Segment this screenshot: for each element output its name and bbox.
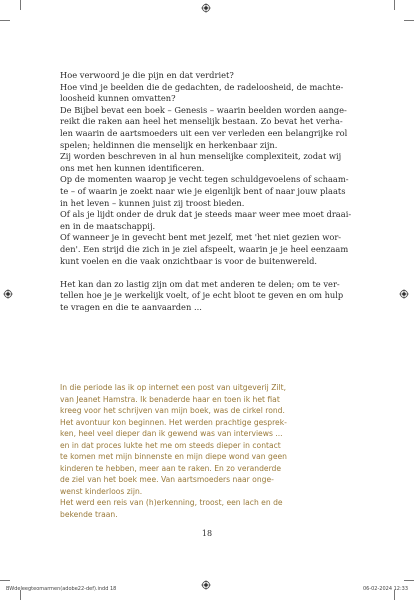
registration-mark-icon — [201, 3, 211, 13]
page-number: 18 — [201, 529, 213, 538]
quote-line: bekende traan. — [60, 509, 118, 519]
text-line: Zij worden beschreven in al hun menselijke complexiteit, zodat wij — [60, 151, 342, 162]
quote-line: Het werd een reis van (h)erkenning, troost, een lach en de — [60, 498, 283, 507]
text-line: ons met hen kunnen identificeren. — [60, 162, 205, 173]
text-line: Hoe vind je beelden die de gedachten, de radeloosheid, de machte- — [60, 81, 344, 92]
text-line: spelen; heldinnen die menselijk en herkenbaar zijn. — [60, 139, 278, 150]
registration-mark-icon — [399, 289, 409, 299]
registration-mark-icon — [201, 580, 211, 590]
quote-line: wenst kinderloos zijn. — [60, 486, 143, 496]
text-line: in het leven – kunnen juist zij troost bieden. — [60, 197, 245, 208]
text-line: Of als je lijdt onder de druk dat je steeds maar weer mee moet draai- — [60, 209, 352, 220]
crop-mark — [0, 580, 10, 581]
text-line: loosheid kunnen omvatten? — [60, 93, 176, 104]
text-line: den'. Een strijd die zich in je ziel afspeelt, waarin je je heel eenzaam — [60, 243, 349, 254]
quote-line: en in dat proces lukte het me om steeds dieper in contact — [60, 440, 281, 450]
crop-mark — [404, 580, 414, 581]
registration-mark-icon — [3, 289, 13, 299]
quote-line: de ziel van het boek mee. Van aartsmoeders naar onge- — [60, 475, 274, 484]
crop-mark — [0, 20, 10, 21]
text-line: reikt die raken aan heel het menselijk bestaan. Zo bevat het verha- — [60, 116, 343, 127]
quote-line: te komen met mijn binnenste en mijn diepe wond van geen — [60, 452, 288, 461]
crop-mark — [404, 20, 414, 21]
text-line: Hoe verwoord je die pijn en dat verdriet? — [60, 70, 234, 80]
quote-line: Het avontuur kon beginnen. Het werden prachtige gesprek- — [60, 417, 287, 427]
text-line: Of wanneer je in gevecht bent met jezelf, met 'het niet gezien wor- — [60, 232, 342, 243]
body-text — [60, 70, 358, 313]
paragraph-gap — [60, 267, 358, 279]
quote-line: van Jeanet Hamstra. Ik benaderde haar en toen ik het fiat — [60, 394, 280, 404]
text-line: kunt voelen en die vaak onzichtbaar is voor de buitenwereld. — [60, 255, 318, 266]
slug-timestamp: 06-02-2024 12:33 — [362, 586, 408, 592]
quote-line: kinderen te hebben, meer aan te raken. En zo veranderde — [60, 463, 282, 473]
slug-filename: BWdeleegteomarmen(adobe22-def).indd 18 — [6, 586, 117, 592]
quote-line: In die periode las ik op internet een post van uitgeverij Zilt, — [60, 383, 287, 392]
crop-mark — [20, 0, 21, 10]
text-line: te – of waarin je zoekt naar wie je eigenlijk bent of naar jouw plaats — [60, 185, 346, 196]
text-line: te vragen en die te aanvaarden ... — [60, 301, 202, 312]
text-line: en in de maatschappij. — [60, 220, 156, 231]
quote-line: kreeg voor het schrijven van mijn boek, was de cirkel rond. — [60, 406, 285, 415]
crop-mark — [394, 0, 395, 10]
quote-block — [60, 382, 358, 520]
quote-line: ken, heel veel dieper dan ik gewend was van interviews ... — [60, 429, 283, 438]
text-line: Het kan dan zo lastig zijn om dat met anderen te delen; om te ver- — [60, 278, 340, 289]
text-line: Op de momenten waarop je vecht tegen schuldgevoelens of schaam- — [60, 174, 349, 185]
text-line: De Bijbel bevat een boek – Genesis – waarin beelden worden aange- — [60, 104, 347, 115]
text-line: len waarin de aartsmoeders uit een ver verleden een belangrijke rol — [60, 127, 348, 138]
text-line: tellen hoe je je werkelijk voelt, of je echt bloot te geven en om hulp — [60, 290, 344, 301]
